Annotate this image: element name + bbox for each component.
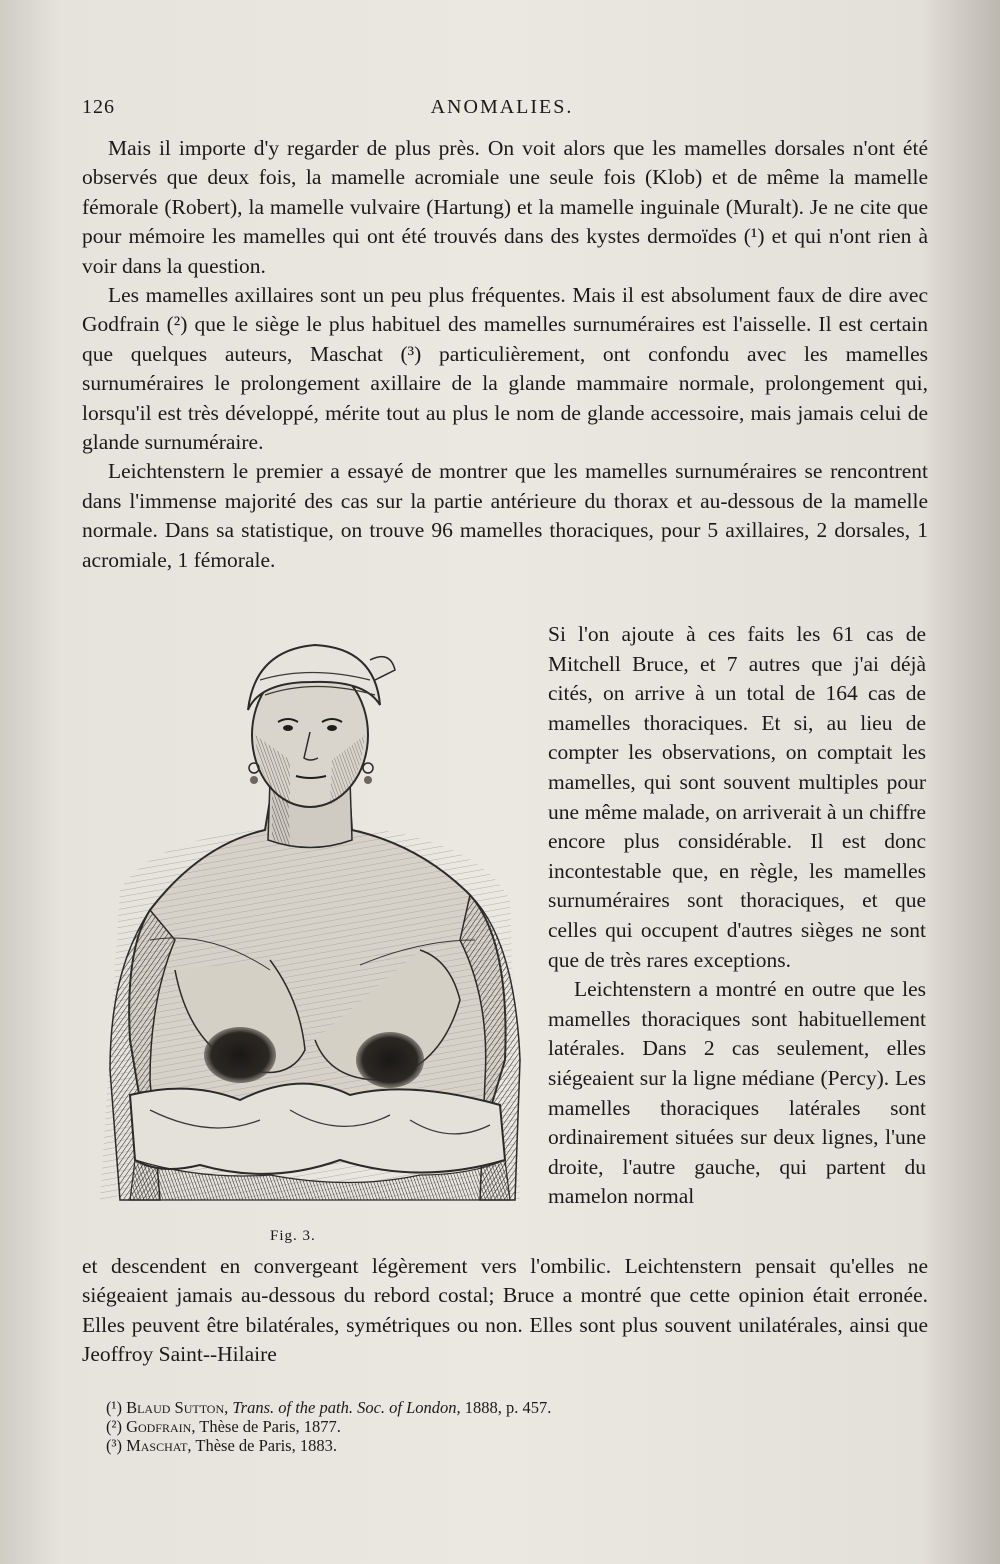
- footnote-author: Godfrain,: [126, 1417, 196, 1436]
- footnote-title: Trans. of the path. Soc. of London,: [232, 1398, 461, 1417]
- engraving-figure: [90, 640, 530, 1250]
- paragraph: Si l'on ajoute à ces faits les 61 cas de Mitchell Bruce, et 7 autres que j'ai déjà cités, on arrive à un total de 164 cas de mamelles thoraciques. Et si, au lieu de compter les observations, on comptait les mamelles, qui sont souvent multiples pour une même malade, on arriverait à un chiffre encore plus considérable. Il est donc incontestable que, en règle, les mamelles surnuméraires sont thoraciques, et que celles qui occupent d'autres sièges ne sont que de très rares exceptions.: [548, 622, 926, 972]
- text-block-bottom: [82, 1252, 928, 1370]
- paragraph: Leichtenstern a montré en outre que les mamelles thoraciques sont habituellement latérales. Dans 2 cas seulement, elles siégeaient sur la ligne médiane (Percy). Les mamelles thoraciques latérales sont ordinairement situées sur deux lignes, l'une droite, l'autre gauche, qui partent du mamelon normal: [548, 977, 926, 1209]
- text-column-right: [548, 620, 926, 1212]
- footnote: [106, 1398, 806, 1417]
- paragraph: Mais il importe d'y regarder de plus près. On voit alors que les mamelles dorsales n'ont été observés que deux fois, la mamelle acromiale une seule fois (Klob) et de même la mamelle fémorale (Robert), la mamelle vulvaire (Hartung) et la mamelle inguinale (Muralt). Je ne cite que pour mémoire les mamelles qui ont été trouvés dans des kystes dermoïdes (¹) et qui n'ont rien à voir dans la question.: [82, 136, 928, 278]
- footnote-mark: (³): [106, 1436, 122, 1455]
- paragraph: et descendent en convergeant légèrement vers l'ombilic. Leichtenstern pensait qu'elles ne siégeaient jamais au-dessous du rebord costal; Bruce a montré que cette opinion était erronée. Elles peuvent être bilatérales, symétriques ou non. Elles sont plus souvent unilatérales, ainsi que Jeoffroy Saint--Hilaire: [82, 1254, 928, 1367]
- footnote: [106, 1436, 806, 1455]
- footnote: [106, 1417, 806, 1436]
- paragraph: Les mamelles axillaires sont un peu plus fréquentes. Mais il est absolument faux de dire avec Godfrain (²) que le siège le plus habituel des mamelles surnuméraires est l'aisselle. Il est certain que quelques auteurs, Maschat (³) particulièrement, ont confondu avec les mamelles surnuméraires le prolongement axillaire de la glande mammaire normale, prolongement qui, lorsqu'il est très développé, mérite tout au plus le nom de glande accessoire, mais jamais celui de glande surnuméraire.: [82, 283, 928, 455]
- footnote-mark: (²): [106, 1417, 122, 1436]
- footnote-details: 1888, p. 457.: [464, 1398, 552, 1417]
- page-number: 126: [82, 96, 115, 118]
- footnote-details: Thèse de Paris, 1883.: [195, 1436, 337, 1455]
- footnote-author: Blaud Sutton,: [126, 1398, 229, 1417]
- running-head: [82, 96, 922, 126]
- footnote-details: Thèse de Paris, 1877.: [199, 1417, 341, 1436]
- figure-caption: Fig. 3.: [270, 1228, 316, 1244]
- footnote-mark: (¹): [106, 1398, 122, 1417]
- text-block-top: [82, 134, 928, 575]
- paragraph: Leichtenstern le premier a essayé de montrer que les mamelles surnuméraires se rencontrent dans l'immense majorité des cas sur la partie antérieure du thorax et au-dessous de la mamelle normale. Dans sa statistique, on trouve 96 mamelles thoraciques, pour 5 axillaires, 2 dorsales, 1 acromiale, 1 fémorale.: [82, 459, 928, 572]
- section-title: ANOMALIES.: [430, 96, 574, 118]
- footnote-author: Maschat,: [126, 1436, 192, 1455]
- footnotes: [106, 1398, 806, 1455]
